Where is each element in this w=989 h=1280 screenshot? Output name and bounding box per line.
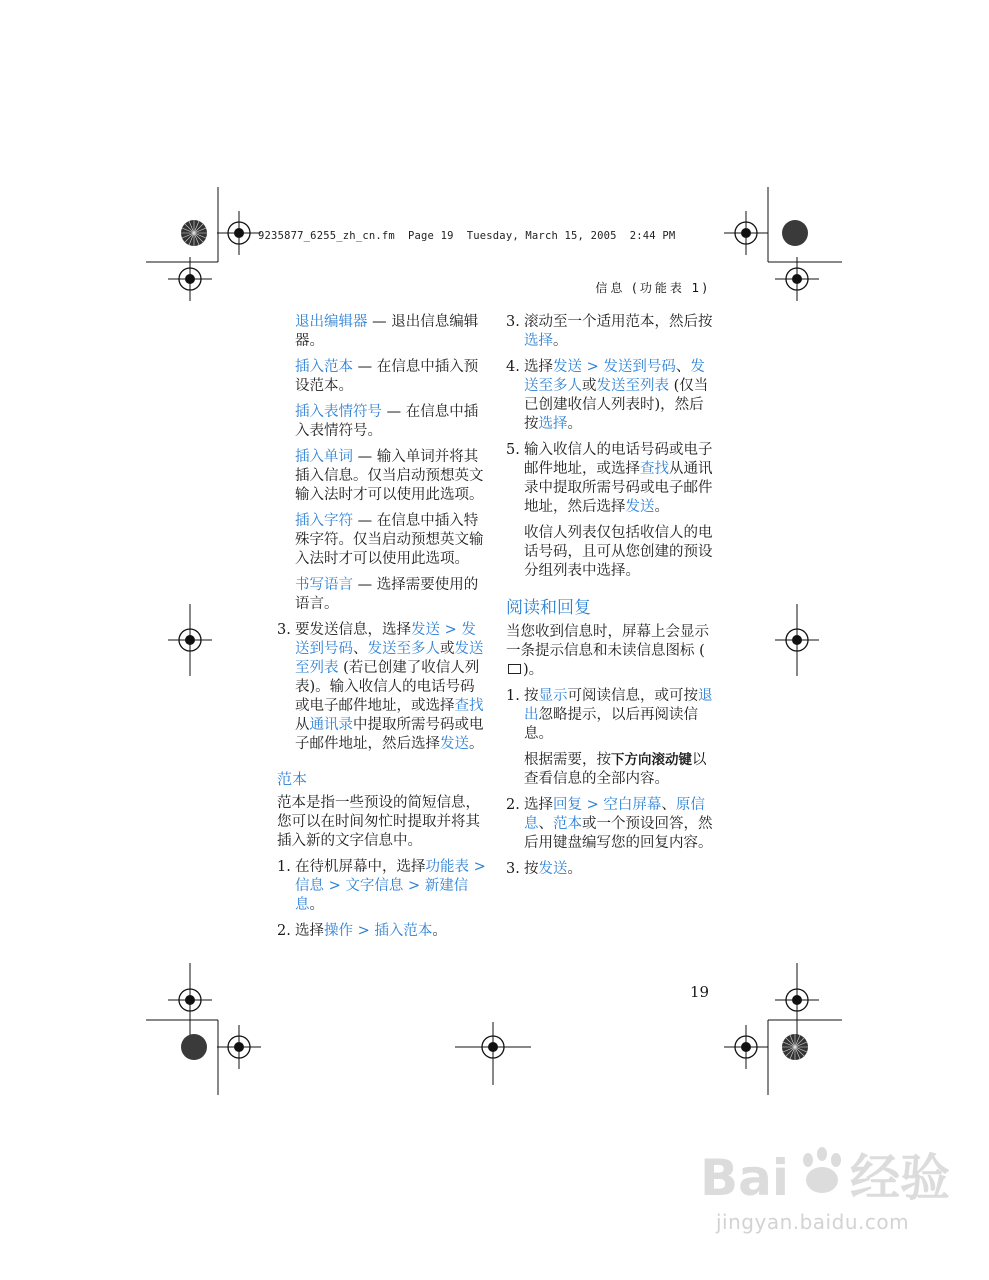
templates-intro: 范本是指一些预设的简短信息，您可以在时间匆忙时提取并将其插入新的文字信息中。: [277, 795, 480, 849]
file-info-line: 9235877_6255_zh_cn.fm Page 19 Tuesday, March 15, 2005 2:44 PM: [258, 230, 676, 242]
link-select-r[interactable]: 选择: [538, 416, 568, 432]
link-reply[interactable]: 回复: [553, 797, 582, 813]
option-insert-smiley: 插入表情符号 — 在信息中插入表情符号。: [295, 404, 479, 439]
link-text-messages[interactable]: 文字信息: [345, 878, 404, 894]
templates-step-2: 2. 选择操作 > 插入范本。: [277, 923, 447, 939]
link-insert-symbol[interactable]: 插入字符: [295, 513, 353, 529]
read-step-3: 3. 按发送。: [506, 861, 582, 877]
link-send-r2[interactable]: 发送: [625, 499, 655, 515]
link-exit-editor[interactable]: 退出编辑器: [295, 314, 368, 330]
svg-text:经验: 经验: [850, 1149, 950, 1207]
option-insert-template: 插入范本 — 在信息中插入预设范本。: [295, 359, 479, 394]
link-create-message[interactable]: 新建信息: [295, 878, 469, 913]
link-search[interactable]: 查找: [454, 698, 484, 714]
option-writing-language: 书写语言 — 选择需要使用的语言。: [295, 577, 479, 612]
right-column: [506, 313, 718, 886]
watermark-url: jingyan.baidu.com: [716, 1210, 910, 1234]
envelope-icon: [508, 664, 521, 674]
read-step-1: 1. 按显示可阅读信息，或可按退出忽略提示，以后再阅读信息。: [506, 688, 713, 742]
scroll-note: 根据需要，按下方向滚动键以查看信息的全部内容。: [524, 752, 707, 787]
read-reply-intro: 当您收到信息时，屏幕上会显示一条提示信息和未读信息图标 ()。: [506, 624, 709, 678]
templates-step-1: 1. 在待机屏幕中，选择功能表 > 信息 > 文字信息 > 新建信息。: [277, 859, 486, 913]
option-insert-word: 插入单词 — 输入单词并将其插入信息。仅当启动预想英文输入法时才可以使用此选项。: [295, 449, 484, 503]
link-send-2[interactable]: 发送: [440, 736, 469, 752]
recipient-list-note: 收信人列表仅包括收信人的电话号码，且可从您创建的预设分组列表中选择。: [524, 525, 713, 579]
scroll-down-key: 下方向滚动键: [611, 752, 692, 768]
link-show[interactable]: 显示: [538, 688, 568, 704]
link-messages[interactable]: 信息: [295, 878, 324, 894]
link-exit[interactable]: 退出: [524, 688, 713, 723]
page-number: 19: [690, 983, 710, 1001]
link-contacts[interactable]: 通讯录: [309, 717, 353, 733]
running-head: 信息 (功能表 1): [595, 281, 710, 295]
link-insert-template-2[interactable]: 插入范本: [374, 923, 433, 939]
link-insert-word[interactable]: 插入单词: [295, 449, 353, 465]
option-exit-editor: 退出编辑器 — 退出信息编辑器。: [295, 314, 479, 349]
link-send-to-number[interactable]: 发送到号码: [295, 622, 476, 657]
link-send-final[interactable]: 发送: [538, 861, 568, 877]
section-title-templates: 范本: [277, 770, 308, 788]
link-send-to-many-r[interactable]: 发送至多人: [524, 359, 705, 394]
link-send-r[interactable]: 发送: [553, 359, 582, 375]
link-send[interactable]: 发送: [411, 622, 440, 638]
link-writing-language[interactable]: 书写语言: [295, 577, 353, 593]
link-search-r[interactable]: 查找: [640, 461, 669, 477]
left-column: [277, 313, 487, 948]
templates-step-3: 3. 滚动至一个适用范本，然后按选择。: [506, 314, 713, 349]
link-send-to-list-r[interactable]: 发送至列表: [596, 378, 669, 394]
link-original-message[interactable]: 原信息: [524, 797, 705, 832]
link-menu[interactable]: 功能表: [425, 859, 469, 875]
link-template[interactable]: 范本: [553, 816, 582, 832]
link-options[interactable]: 操作: [324, 923, 353, 939]
option-insert-symbol: 插入字符 — 在信息中插入特殊字符。仅当启动预想英文输入法时才可以使用此选项。: [295, 513, 484, 567]
link-blank-screen[interactable]: 空白屏幕: [603, 797, 662, 813]
section-title-read-reply: 阅读和回复: [506, 598, 591, 618]
link-send-to-list[interactable]: 发送至列表: [295, 641, 484, 676]
link-insert-template[interactable]: 插入范本: [295, 359, 353, 375]
templates-step-5: 5. 输入收信人的电话号码或电子邮件地址，或选择查找从通讯录中提取所需号码或电子邮件地址，然后选择发送。: [506, 442, 713, 515]
step-send-message: 3. 要发送信息，选择发送 > 发送到号码、发送至多人或发送至列表 (若已创建了收信人列表)。输入收信人的电话号码或电子邮件地址，或选择查找从通讯录中提取所需号码或电子邮件地址，然后选择发送。: [277, 622, 484, 752]
svg-text:Bai: Bai: [700, 1149, 789, 1207]
link-select[interactable]: 选择: [524, 333, 553, 349]
link-insert-smiley[interactable]: 插入表情符号: [295, 404, 382, 420]
templates-step-4: 4. 选择发送 > 发送到号码、发送至多人或发送至列表 (仅当已创建收信人列表时)，然后按选择。: [506, 359, 709, 432]
link-send-to-number-r[interactable]: 发送到号码: [603, 359, 676, 375]
read-step-2: 2. 选择回复 > 空白屏幕、原信息、范本或一个预设回答，然后用键盘编写您的回复内容。: [506, 797, 713, 851]
link-send-to-many[interactable]: 发送至多人: [367, 641, 440, 657]
